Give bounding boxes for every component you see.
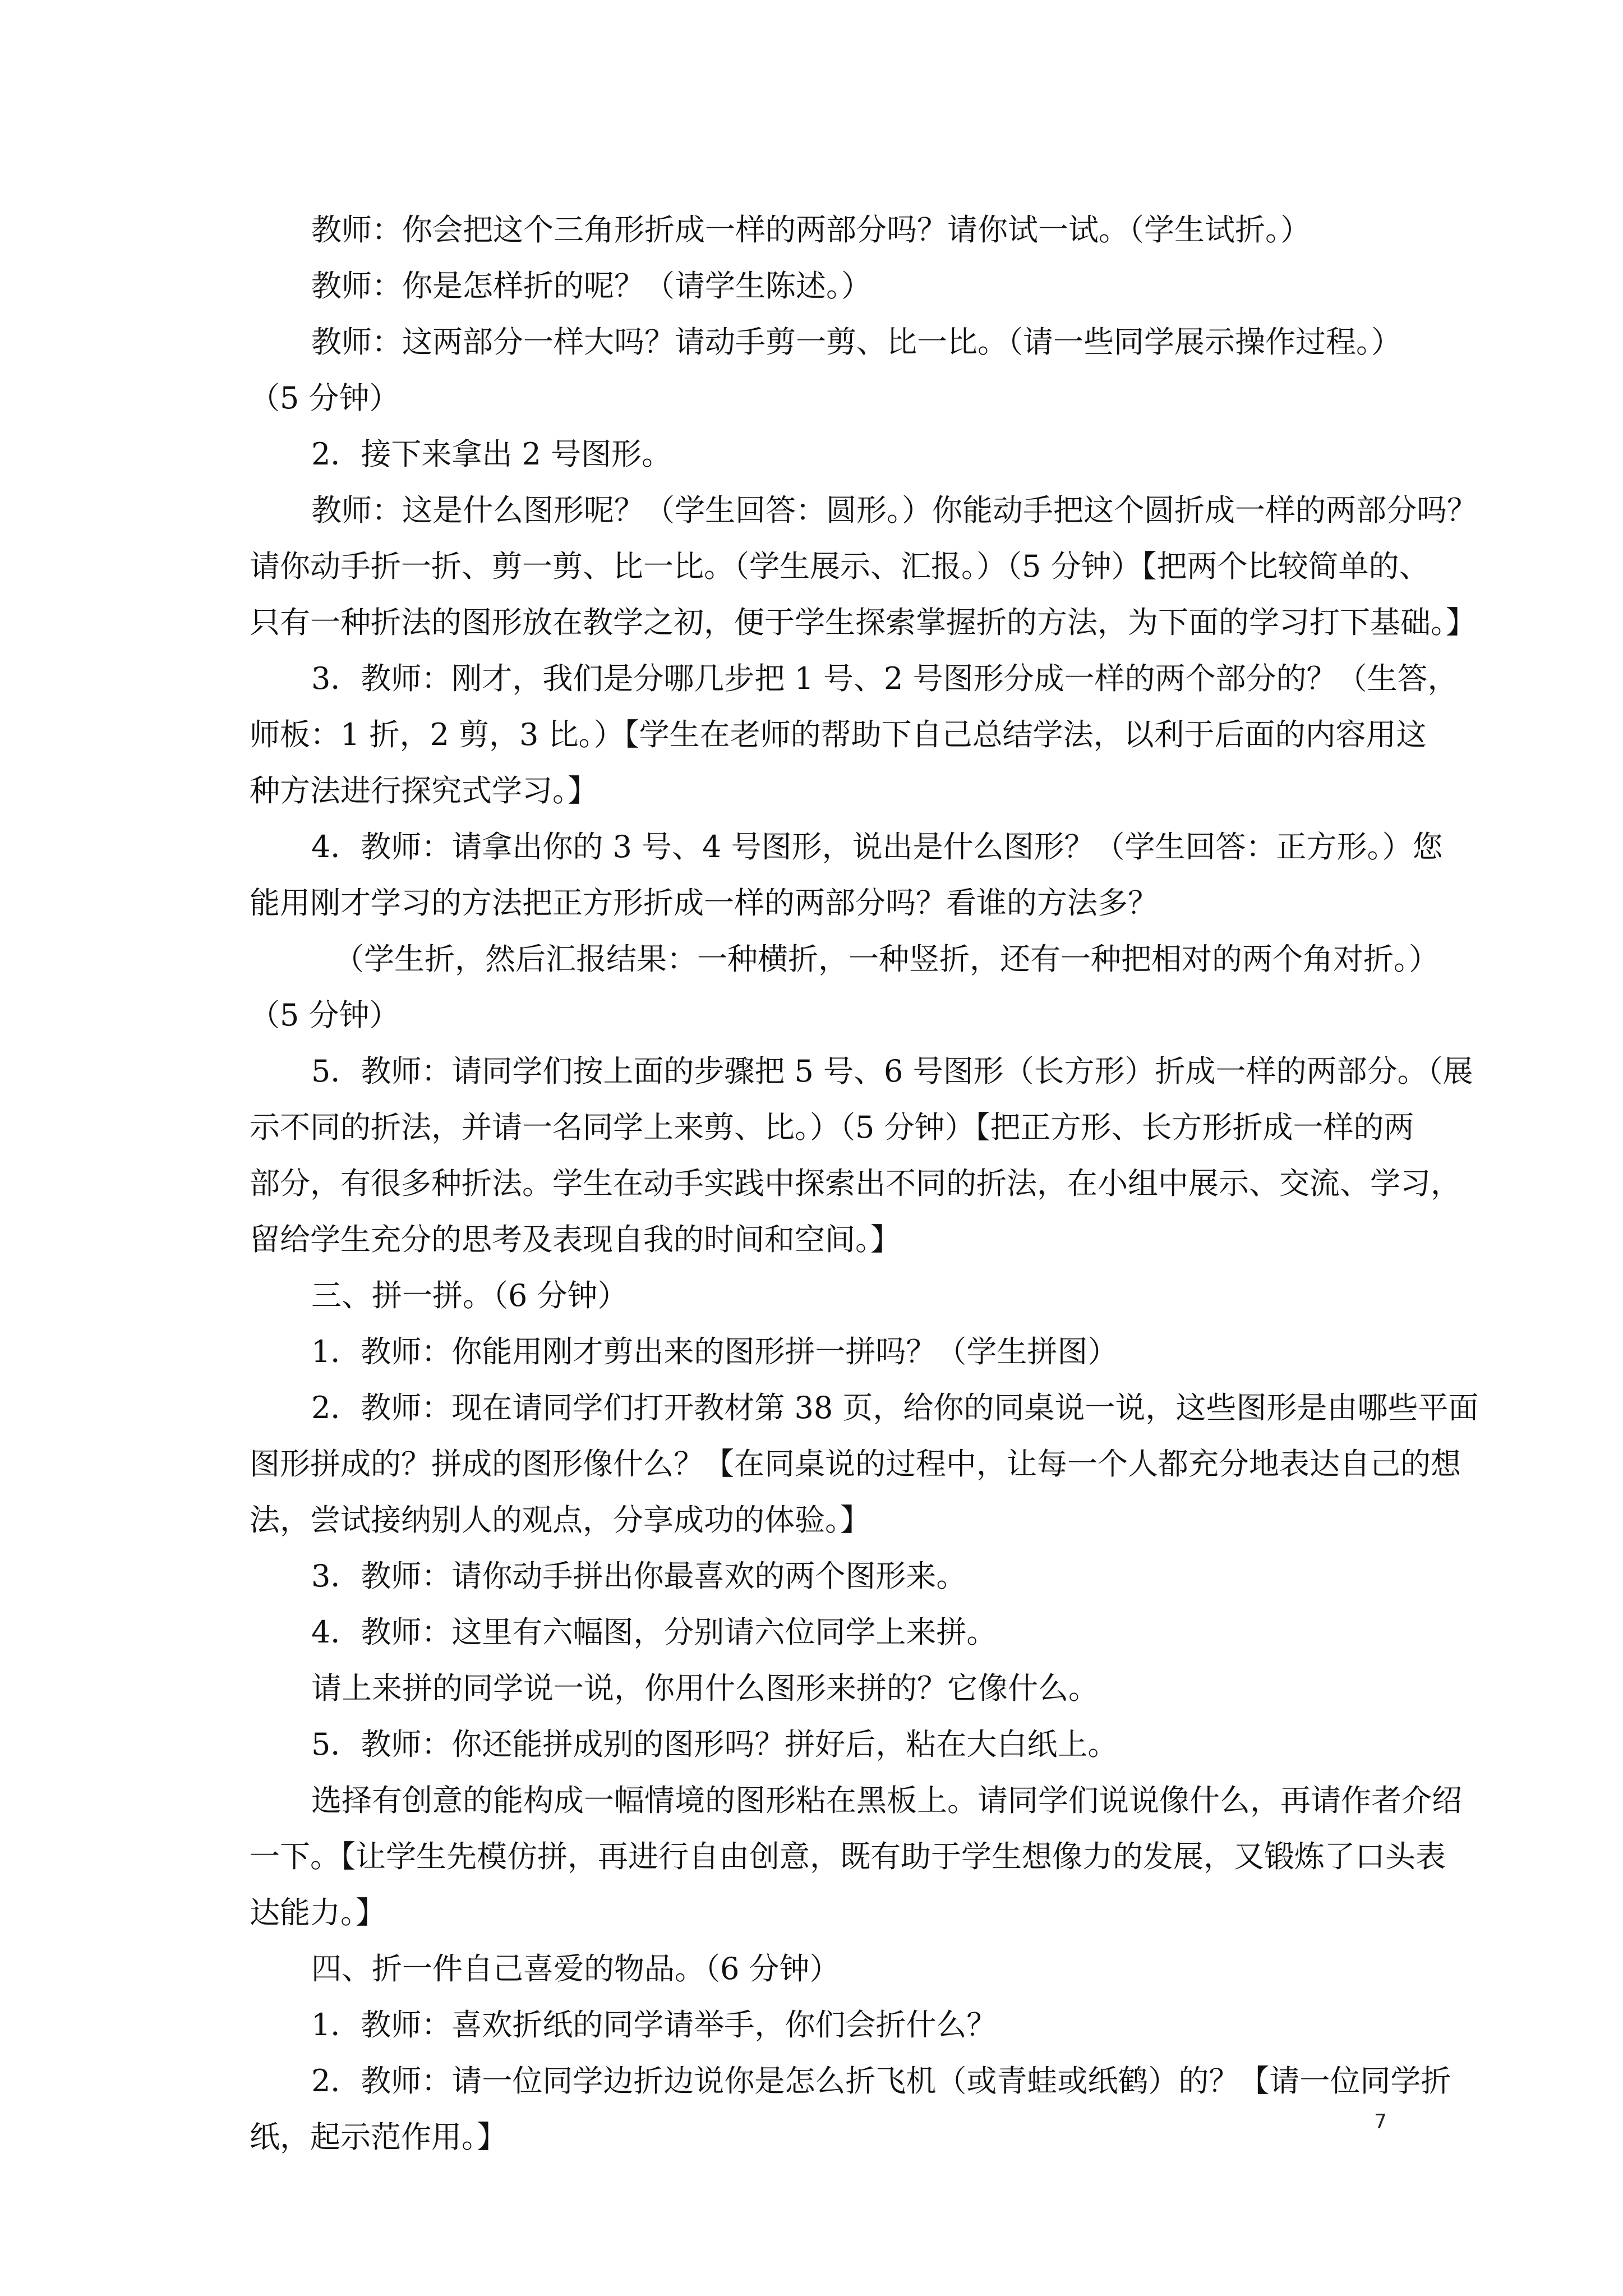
paragraph-line: 4．教师：这里有六幅图，分别请六位同学上来拼。 <box>311 1614 997 1650</box>
paragraph-line: 部分，有很多种折法。学生在动手实践中探索出不同的折法，在小组中展示、交流、学习， <box>250 1166 1461 1201</box>
paragraph-line: 选择有创意的能构成一幅情境的图形粘在黑板上。请同学们说说像什么，再请作者介绍 <box>311 1783 1462 1818</box>
paragraph-line: 教师：这是什么图形呢？（学生回答：圆形。）你能动手把这个圆折成一样的两部分吗？ <box>311 493 1477 528</box>
paragraph-line: 1．教师：你能用刚才剪出来的图形拼一拼吗？（学生拼图） <box>311 1334 1118 1369</box>
paragraph-line: 2．教师：请一位同学边折边说你是怎么折飞机（或青蛙或纸鹤）的？【请一位同学折 <box>311 2063 1451 2099</box>
section-heading: 四、折一件自己喜爱的物品。（6 分钟） <box>311 1951 840 1986</box>
paragraph-line: 2．接下来拿出 2 号图形。 <box>311 436 672 472</box>
paragraph-line: （5 分钟） <box>250 380 400 416</box>
paragraph-line: 纸，起示范作用。】 <box>250 2119 507 2155</box>
body-text <box>250 202 1479 2165</box>
paragraph-line: 5．教师：请同学们按上面的步骤把 5 号、6 号图形（长方形）折成一样的两部分。（展 <box>311 1053 1473 1089</box>
section-heading: 三、拼一拼。（6 分钟） <box>311 1278 628 1313</box>
paragraph-line: （5 分钟） <box>250 997 400 1033</box>
paragraph-line: 一下。【让学生先模仿拼，再进行自由创意，既有助于学生想像力的发展，又锻炼了口头表 <box>250 1839 1446 1874</box>
paragraph-line: 4．教师：请拿出你的 3 号、4 号图形，说出是什么图形？（学生回答：正方形。）您 <box>311 829 1443 864</box>
paragraph-line: 请上来拼的同学说一说，你用什么图形来拼的？它像什么。 <box>311 1671 1099 1706</box>
paragraph-line: 教师：你会把这个三角形折成一样的两部分吗？请你试一试。（学生试折。） <box>311 212 1311 247</box>
paragraph-line: 2．教师：现在请同学们打开教材第 38 页，给你的同桌说一说，这些图形是由哪些平面 <box>311 1390 1479 1425</box>
paragraph-line: 达能力。】 <box>250 1895 386 1930</box>
paragraph-line: 教师：你是怎样折的呢？（请学生陈述。） <box>311 268 872 303</box>
paragraph-line: 能用刚才学习的方法把正方形折成一样的两部分吗？看谁的方法多？ <box>250 885 1158 921</box>
paragraph-line: 示不同的折法，并请一名同学上来剪、比。）（5 分钟）【把正方形、长方形折成一样的两 <box>250 1110 1414 1145</box>
paragraph-line: 图形拼成的？拼成的图形像什么？【在同桌说的过程中，让每一个人都充分地表达自己的想 <box>250 1446 1461 1481</box>
paragraph-line: （学生折，然后汇报结果：一种横折，一种竖折，还有一种把相对的两个角对折。） <box>334 941 1439 977</box>
page-number: 7 <box>1374 2110 1387 2133</box>
paragraph-line: 1．教师：喜欢折纸的同学请举手，你们会折什么？ <box>311 2007 997 2042</box>
paragraph-line: 3．教师：刚才，我们是分哪几步把 1 号、2 号图形分成一样的两个部分的？（生答， <box>311 661 1458 696</box>
paragraph-line: 留给学生充分的思考及表现自我的时间和空间。】 <box>250 1222 901 1257</box>
paragraph-line: 请你动手折一折、剪一剪、比一比。（学生展示、汇报。）（5 分钟）【把两个比较简单的、 <box>250 549 1430 584</box>
paragraph-line: 法，尝试接纳别人的观点，分享成功的体验。】 <box>250 1502 870 1538</box>
paragraph-line: 5．教师：你还能拼成别的图形吗？拼好后，粘在大白纸上。 <box>311 1727 1118 1762</box>
paragraph-line: 师板：1 折，2 剪，3 比。）【学生在老师的帮助下自己总结学法，以利于后面的内容用这 <box>250 717 1427 752</box>
paragraph-line: 只有一种折法的图形放在教学之初，便于学生探索掌握折的方法，为下面的学习打下基础。】 <box>250 605 1476 640</box>
paragraph-line: 教师：这两部分一样大吗？请动手剪一剪、比一比。（请一些同学展示操作过程。） <box>311 324 1401 360</box>
paragraph-line: 种方法进行探究式学习。】 <box>250 773 598 808</box>
paragraph-line: 3．教师：请你动手拼出你最喜欢的两个图形来。 <box>311 1558 967 1594</box>
